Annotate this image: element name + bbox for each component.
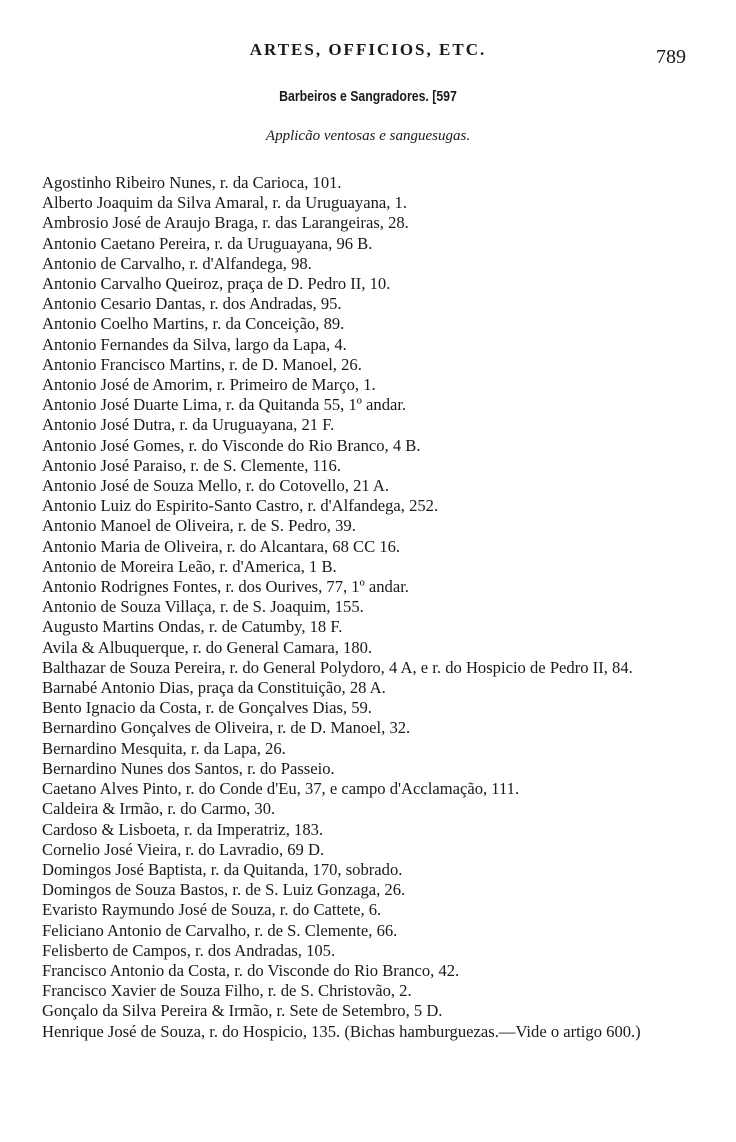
directory-entry: Antonio Maria de Oliveira, r. do Alcantara, 68 CC 16. [42,536,401,556]
directory-entry: Antonio de Moreira Leão, r. d'America, 1 B. [42,556,337,576]
directory-entry: Feliciano Antonio de Carvalho, r. de S. Clemente, 66. [42,920,398,940]
directory-entry: Francisco Xavier de Souza Filho, r. de S. Christovão, 2. [42,981,412,1001]
directory-entry: Antonio Caetano Pereira, r. da Uruguayana, 96 B. [42,233,373,253]
directory-entry: Antonio José Paraiso, r. de S. Clemente, 116. [42,455,341,475]
directory-entry: Francisco Antonio da Costa, r. do Visconde do Rio Branco, 42. [42,960,460,980]
directory-entry: Augusto Martins Ondas, r. de Catumby, 18 F. [42,617,343,637]
directory-entry: Antonio José Duarte Lima, r. da Quitanda 55, 1º andar. [42,395,407,415]
directory-entry: Antonio Manoel de Oliveira, r. de S. Pedro, 39. [42,516,356,536]
directory-entry: Antonio José Gomes, r. do Visconde do Rio Branco, 4 B. [42,435,421,455]
directory-entry: Domingos de Souza Bastos, r. de S. Luiz Gonzaga, 26. [42,880,406,900]
section-title: Barbeiros e Sangradores. [597 [279,88,457,105]
directory-entry: Antonio Coelho Martins, r. da Conceição, 89. [42,314,345,334]
directory-entry: Bernardino Nunes dos Santos, r. do Passeio. [42,758,335,778]
directory-entry: Ambrosio José de Araujo Braga, r. das Larangeiras, 28. [42,213,409,233]
directory-entry: Antonio Luiz do Espirito-Santo Castro, r. d'Alfandega, 252. [42,496,439,516]
directory-entry: Evaristo Raymundo José de Souza, r. do Cattete, 6. [42,900,382,920]
directory-entry: Bernardino Mesquita, r. da Lapa, 26. [42,738,286,758]
directory-entry: Gonçalo da Silva Pereira & Irmão, r. Sete de Setembro, 5 D. [42,1001,443,1021]
directory-entry: Caetano Alves Pinto, r. do Conde d'Eu, 37, e campo d'Acclamação, 111. [42,779,520,799]
directory-entry: Bento Ignacio da Costa, r. de Gonçalves Dias, 59. [42,698,372,718]
directory-entry: Barnabé Antonio Dias, praça da Constituição, 28 A. [42,678,386,698]
directory-entry: Antonio de Carvalho, r. d'Alfandega, 98. [42,253,312,273]
directory-entry: Cardoso & Lisboeta, r. da Imperatriz, 183. [42,819,324,839]
directory-entry: Caldeira & Irmão, r. do Carmo, 30. [42,799,276,819]
directory-entry: Agostinho Ribeiro Nunes, r. da Carioca, 101. [42,173,342,192]
directory-entry: Antonio Fernandes da Silva, largo da Lapa, 4. [42,334,347,354]
directory-entry: Antonio Rodrignes Fontes, r. dos Ourives, 77, 1º andar. [42,577,409,597]
directory-entry: Antonio José de Amorim, r. Primeiro de Março, 1. [42,375,376,395]
directory-entry: Antonio José de Souza Mello, r. do Cotovello, 21 A. [42,476,390,496]
directory-entry: Alberto Joaquim da Silva Amaral, r. da Uruguayana, 1. [42,193,407,213]
directory-entry: Henrique José de Souza, r. do Hospicio, 135. (Bichas hamburguezas.—Vide o artigo 600.) [42,1021,641,1041]
section-subtitle: Applicão ventosas e sanguesugas. [265,128,471,144]
directory-entry: Balthazar de Souza Pereira, r. do General Polydoro, 4 A, e r. do Hospicio de Pedro II, 84. [42,657,633,677]
directory-entry: Antonio José Dutra, r. da Uruguayana, 21 F. [42,415,335,435]
directory-entry: Avila & Albuquerque, r. do General Camara, 180. [42,637,373,657]
directory-entry: Antonio Cesario Dantas, r. dos Andradas, 95. [42,294,342,314]
directory-entry: Antonio Francisco Martins, r. de D. Manoel, 26. [42,354,362,374]
directory-entry: Bernardino Gonçalves de Oliveira, r. de D. Manoel, 32. [42,718,411,738]
directory-entry: Cornelio José Vieira, r. do Lavradio, 69 D. [42,839,325,859]
page-number: 789 [656,46,686,68]
running-head: ARTES, OFFICIOS, ETC. [249,40,487,59]
directory-entry: Domingos José Baptista, r. da Quitanda, 170, sobrado. [42,859,403,879]
directory-entry: Antonio Carvalho Queiroz, praça de D. Pedro II, 10. [42,274,391,294]
directory-list [42,173,682,1042]
directory-entry: Felisberto de Campos, r. dos Andradas, 105. [42,940,336,960]
directory-entry: Antonio de Souza Villaça, r. de S. Joaquim, 155. [42,597,364,617]
